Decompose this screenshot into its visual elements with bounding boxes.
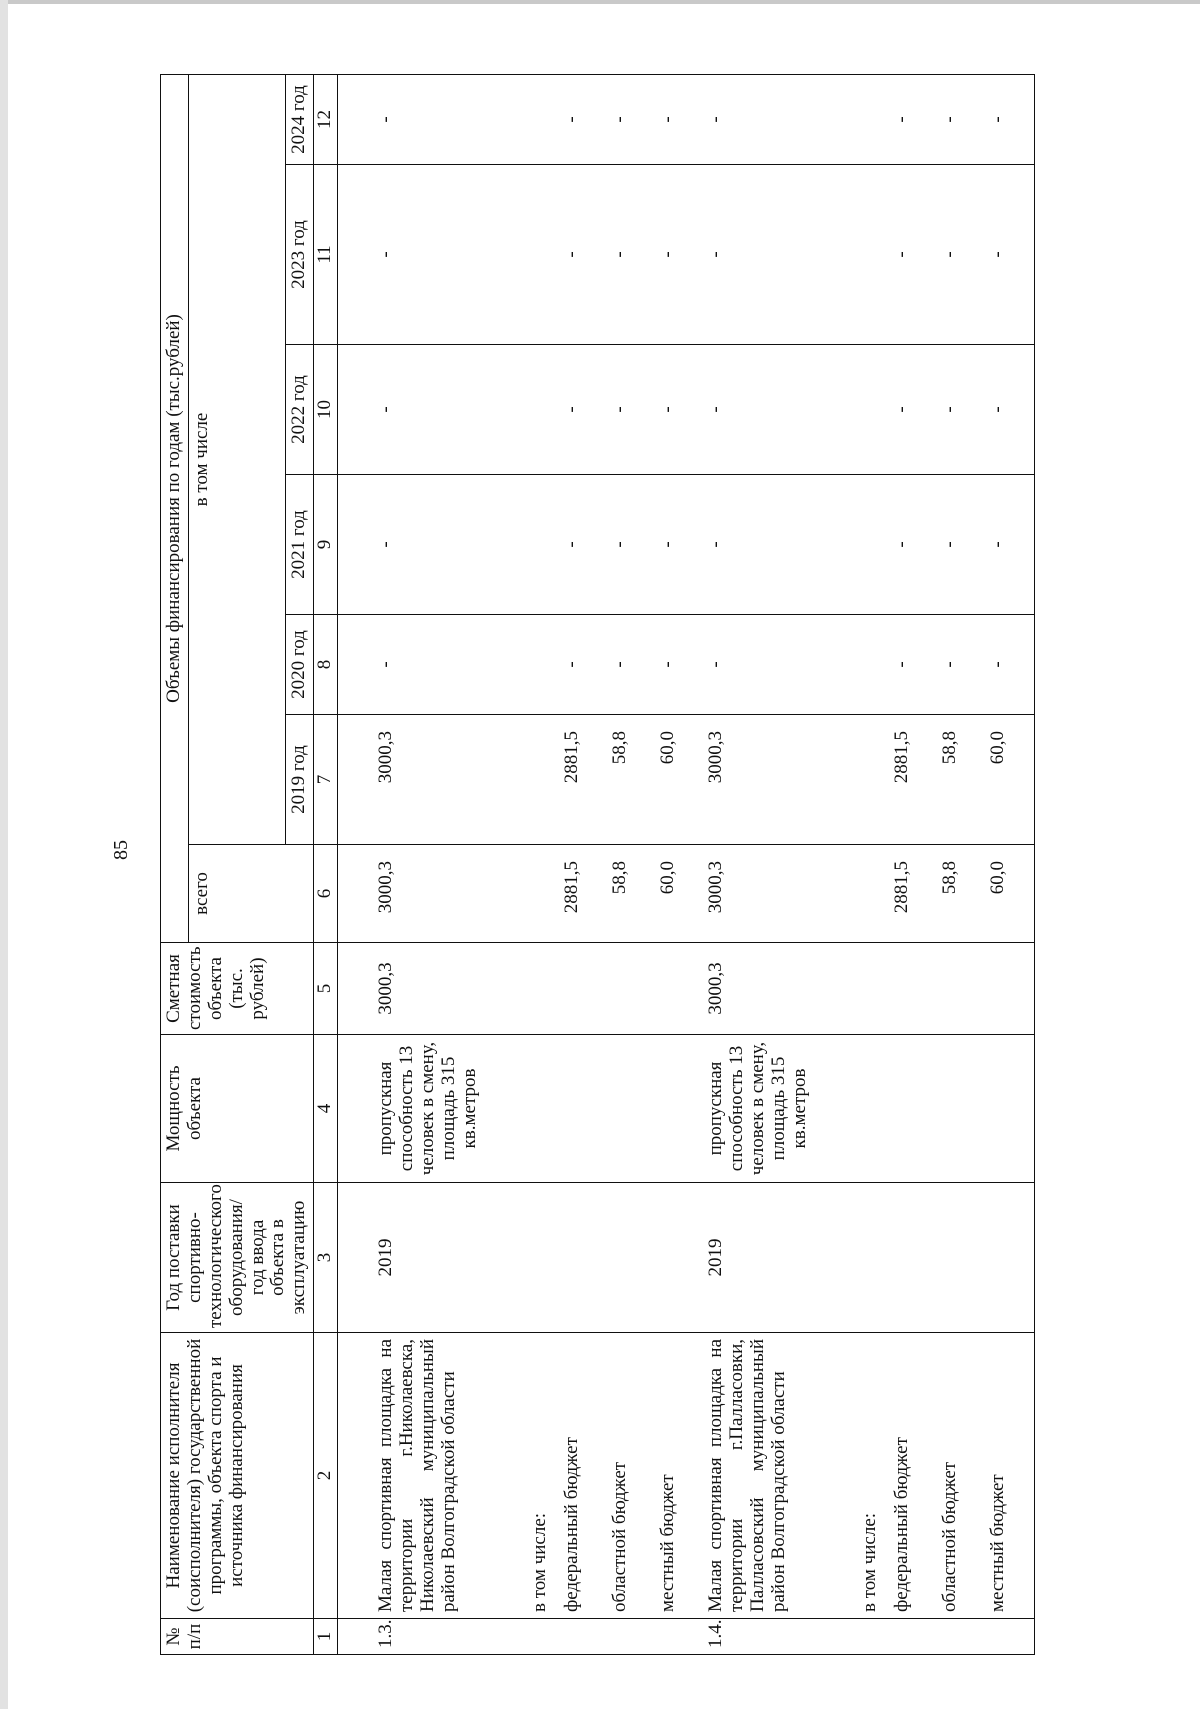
funding-row: [656, 75, 704, 1655]
funding-source: областной бюджет: [608, 1333, 656, 1619]
table-row: [704, 75, 858, 1655]
header-year-2019: 2019 год: [286, 715, 314, 845]
funding-2019: 60,0: [986, 715, 1035, 845]
financing-table: [160, 74, 1035, 1655]
funding-2022: -: [608, 345, 656, 475]
financing-2021: -: [704, 475, 858, 615]
funding-total: 2881,5: [560, 845, 608, 943]
header-num: № п/п: [161, 1619, 314, 1655]
column-number: 12: [314, 75, 338, 165]
financing-2024: -: [374, 75, 528, 165]
table-body: [338, 75, 1035, 1655]
funding-total: 58,8: [608, 845, 656, 943]
funding-2021: -: [608, 475, 656, 615]
funding-row: [560, 75, 608, 1655]
column-number: 7: [314, 715, 338, 845]
object-capacity: пропускная способность 13 человек в смену, площадь 315 кв.метров: [374, 1035, 528, 1183]
funding-2022: -: [656, 345, 704, 475]
funding-2020: -: [656, 615, 704, 715]
funding-2023: -: [986, 165, 1035, 345]
object-year: 2019: [704, 1183, 858, 1333]
funding-total: 58,8: [938, 845, 986, 943]
funding-2024: -: [608, 75, 656, 165]
funding-total: 60,0: [986, 845, 1035, 943]
rotated-page-content: [160, 75, 1160, 1655]
funding-2019: 2881,5: [560, 715, 608, 845]
header-year-2020: 2020 год: [286, 615, 314, 715]
funding-total: 60,0: [656, 845, 704, 943]
funding-2023: -: [938, 165, 986, 345]
column-number: 8: [314, 615, 338, 715]
column-number: 4: [314, 1035, 338, 1183]
funding-2021: -: [938, 475, 986, 615]
column-number: 10: [314, 345, 338, 475]
financing-2019: 3000,3: [704, 715, 858, 845]
funding-total: 2881,5: [890, 845, 938, 943]
funding-2024: -: [938, 75, 986, 165]
financing-2024: -: [704, 75, 858, 165]
funding-row: [890, 75, 938, 1655]
table-row: [528, 75, 560, 1655]
column-number: 2: [314, 1333, 338, 1619]
funding-2021: -: [656, 475, 704, 615]
financing-total: 3000,3: [704, 845, 858, 943]
funding-2023: -: [656, 165, 704, 345]
funding-2021: -: [986, 475, 1035, 615]
column-number-row: [314, 75, 338, 1655]
column-number: 6: [314, 845, 338, 943]
header-name: Наименование исполнителя (соисполнителя) государственной программы, объекта спорта и источника финансирования: [161, 1333, 314, 1619]
funding-row: [608, 75, 656, 1655]
funding-2024: -: [560, 75, 608, 165]
header-year-2021: 2021 год: [286, 475, 314, 615]
object-capacity: пропускная способность 13 человек в смену, площадь 315 кв.метров: [704, 1035, 858, 1183]
header-financing: Объемы финансирования по годам (тыс.рублей): [161, 75, 189, 943]
funding-source: федеральный бюджет: [890, 1333, 938, 1619]
funding-2023: -: [890, 165, 938, 345]
header-year: Год поставки спортивно-технологического оборудования/ год ввода объекта в эксплуатацию: [161, 1183, 314, 1333]
financing-2020: -: [374, 615, 528, 715]
table-row: [858, 75, 890, 1655]
column-number: 11: [314, 165, 338, 345]
including-label: в том числе:: [858, 1333, 890, 1619]
financing-total: 3000,3: [374, 845, 528, 943]
including-label: в том числе:: [528, 1333, 560, 1619]
funding-row: [986, 75, 1035, 1655]
column-number: 3: [314, 1183, 338, 1333]
funding-2020: -: [560, 615, 608, 715]
object-name: Малая спортивная площадка на территории г.Палласовки, Палласовский муниципальный район Волгоградской области: [704, 1333, 858, 1619]
financing-2022: -: [374, 345, 528, 475]
funding-2022: -: [986, 345, 1035, 475]
table-row: [374, 75, 528, 1655]
scan-left-edge: [0, 0, 8, 1709]
funding-2020: -: [608, 615, 656, 715]
object-cost: 3000,3: [374, 943, 528, 1035]
header-year-2022: 2022 год: [286, 345, 314, 475]
object-cost: 3000,3: [704, 943, 858, 1035]
financing-2019: 3000,3: [374, 715, 528, 845]
funding-2019: 58,8: [608, 715, 656, 845]
object-name: Малая спортивная площадка на территории г.Николаевска, Николаевский муниципальный район Волгоградской области: [374, 1333, 528, 1619]
funding-2022: -: [938, 345, 986, 475]
header-total: всего: [188, 845, 313, 943]
column-number: 5: [314, 943, 338, 1035]
financing-2023: -: [704, 165, 858, 345]
funding-2020: -: [890, 615, 938, 715]
column-number: 1: [314, 1619, 338, 1655]
funding-2022: -: [560, 345, 608, 475]
header-cost: Сметная стоимость объекта (тыс. рублей): [161, 943, 314, 1035]
funding-2022: -: [890, 345, 938, 475]
header-including: в том числе: [188, 75, 285, 845]
funding-2020: -: [938, 615, 986, 715]
funding-2020: -: [986, 615, 1035, 715]
page-number: 85: [110, 840, 132, 860]
financing-2021: -: [374, 475, 528, 615]
header-year-2023: 2023 год: [286, 165, 314, 345]
table-spacer: [338, 75, 375, 1655]
funding-2024: -: [656, 75, 704, 165]
funding-2019: 58,8: [938, 715, 986, 845]
table-header: [161, 75, 338, 1655]
funding-2024: -: [986, 75, 1035, 165]
funding-source: областной бюджет: [938, 1333, 986, 1619]
financing-2020: -: [704, 615, 858, 715]
funding-2021: -: [560, 475, 608, 615]
scan-edge-line: [0, 0, 1200, 4]
row-number: 1.4.: [704, 1619, 858, 1655]
funding-2023: -: [608, 165, 656, 345]
row-number: 1.3.: [374, 1619, 528, 1655]
funding-source: местный бюджет: [986, 1333, 1035, 1619]
funding-2019: 60,0: [656, 715, 704, 845]
funding-2024: -: [890, 75, 938, 165]
financing-2023: -: [374, 165, 528, 345]
funding-2021: -: [890, 475, 938, 615]
object-year: 2019: [374, 1183, 528, 1333]
header-year-2024: 2024 год: [286, 75, 314, 165]
funding-source: федеральный бюджет: [560, 1333, 608, 1619]
funding-source: местный бюджет: [656, 1333, 704, 1619]
column-number: 9: [314, 475, 338, 615]
header-capacity: Мощность объекта: [161, 1035, 314, 1183]
funding-2023: -: [560, 165, 608, 345]
financing-2022: -: [704, 345, 858, 475]
funding-row: [938, 75, 986, 1655]
funding-2019: 2881,5: [890, 715, 938, 845]
